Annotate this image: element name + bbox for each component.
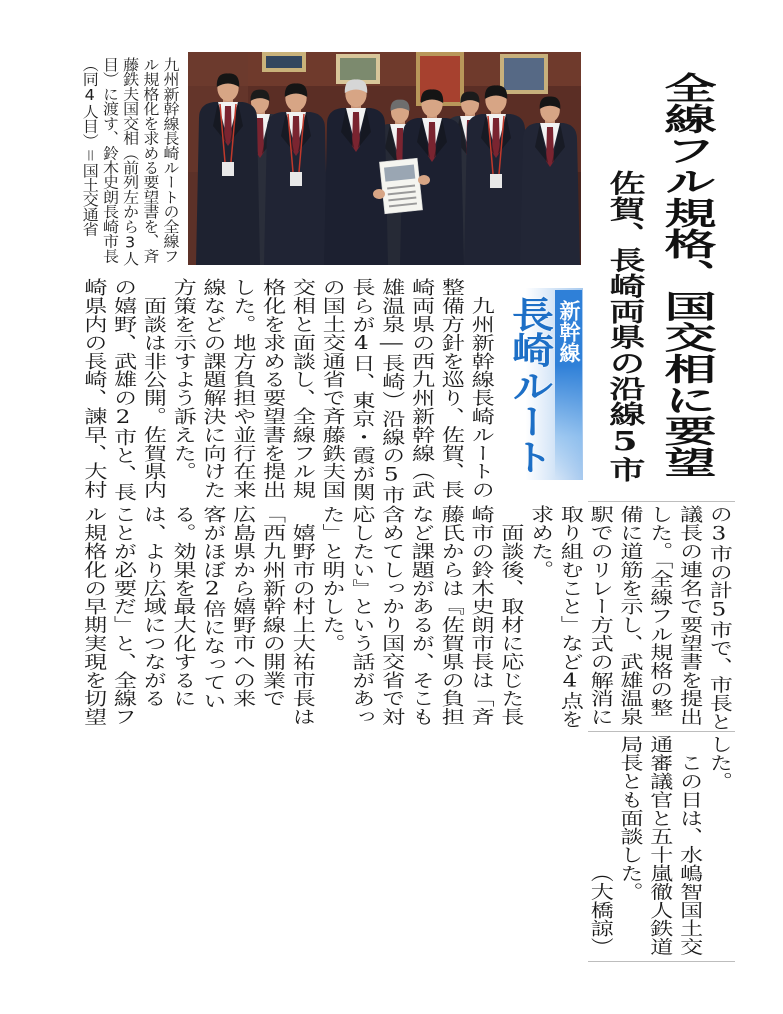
byline: （大橋諒） xyxy=(586,863,613,956)
text-column: 面談後、取材に応じた長 xyxy=(497,505,524,726)
caption-line: ル規格化を求める要望書を、斉 xyxy=(140,57,160,264)
text-column: た」と明かした。 xyxy=(318,505,345,653)
badge-band xyxy=(555,290,582,478)
text-column: この日は、水嶋智国土交 xyxy=(676,735,703,956)
article-body-upper xyxy=(78,278,495,504)
wall-picture-frame xyxy=(500,54,548,94)
text-column: 崎両県の西九州新幹線（武 xyxy=(408,278,435,499)
text-column: 面談は非公開。佐賀県内 xyxy=(139,278,166,499)
badge-category-label: 新幹線 xyxy=(557,300,581,363)
text-column: 駅でのリレー方式の解消に xyxy=(586,505,613,726)
text-column: 格化を求める要望書を提出 xyxy=(259,278,286,499)
text-column: した。地方負担や並行在来 xyxy=(229,278,256,499)
divider-line xyxy=(588,731,735,732)
text-column: 局長とも面談した。 xyxy=(616,735,643,901)
petition-document xyxy=(379,158,422,214)
text-column: 求めた。 xyxy=(527,505,554,579)
text-column: 線などの課題解決に向けた xyxy=(199,278,226,499)
text-column: した。「全線フル規格の整 xyxy=(646,505,673,717)
text-column: る。効果を最大化するに xyxy=(169,505,196,708)
text-column: 雄温泉―長崎）沿線の5市 xyxy=(378,278,405,504)
text-column: 藤氏からは『佐賀県の負担 xyxy=(437,505,464,726)
text-column: ことが必要だ」と、全線フ xyxy=(109,505,136,726)
text-column: の国土交通省で斉藤鉄夫国 xyxy=(318,278,345,499)
photo-caption xyxy=(79,57,180,266)
text-column: 整備方針を巡り、佐賀、長 xyxy=(437,278,464,499)
divider-line xyxy=(588,961,735,962)
text-column: 通審議官と五十嵐徹人鉄道 xyxy=(646,735,673,956)
text-column: など課題があるが、そこも xyxy=(407,505,434,726)
wall-picture-frame xyxy=(262,52,306,72)
series-badge xyxy=(503,288,583,480)
text-column: 取り組むこと」など4点を xyxy=(556,505,583,729)
text-column: 客がほぼ2倍になってい xyxy=(199,505,226,710)
caption-line: 藤鉄夫国交相（前列左から3人 xyxy=(120,57,140,266)
hand xyxy=(373,189,385,199)
text-column: 広島県から嬉野市への来 xyxy=(229,505,256,708)
hand xyxy=(418,175,430,185)
caption-line: 九州新幹線長崎ルートの全線フ xyxy=(161,57,180,264)
divider-line xyxy=(588,501,735,502)
text-column: 含めてしっかり国交省で対 xyxy=(378,505,405,726)
text-column: の3市の計5市で、市長と xyxy=(705,505,732,731)
text-column: した。 xyxy=(705,735,732,791)
text-column: 嬉野市の村上大祐市長は xyxy=(288,505,315,726)
article-body-middle xyxy=(77,505,733,731)
headline: 全線フル規格、国交相に要望 xyxy=(655,72,715,478)
photo-image xyxy=(188,52,581,265)
subheadline: 佐賀、長崎両県の沿線5市 xyxy=(604,170,646,483)
caption-line: 目）に渡す、鈴木史朗長崎市長 xyxy=(100,57,120,264)
text-column: 方策を示すよう訴えた。 xyxy=(169,278,196,481)
text-column: の嬉野、武雄の2市と、長 xyxy=(110,278,137,502)
text-column: は、より広域につながる xyxy=(139,505,166,708)
badge-title: 長崎ルート xyxy=(506,296,555,475)
text-column: 備に道筋を示し、武雄温泉 xyxy=(616,505,643,726)
text-column: 応したい』という話があっ xyxy=(348,505,375,726)
text-column: 交相と面談し、全線フル規 xyxy=(288,278,315,499)
text-column: 崎市の鈴木史朗市長は「斉 xyxy=(467,505,494,726)
text-column: 「西九州新幹線の開業で xyxy=(258,505,285,708)
text-column: 崎県内の長崎、諫早、大村 xyxy=(80,278,107,499)
text-column: ル規格化の早期実現を切望 xyxy=(80,505,107,726)
article-body-lower xyxy=(584,735,733,956)
photo xyxy=(188,52,581,265)
text-column: 議長の連名で要望書を提出 xyxy=(676,505,703,726)
caption-line: （同4人目）＝国土交通省 xyxy=(80,57,100,237)
text-column: 長らが4日、東京・霞が関 xyxy=(348,278,375,502)
text-column: 九州新幹線長崎ルートの xyxy=(467,278,494,499)
